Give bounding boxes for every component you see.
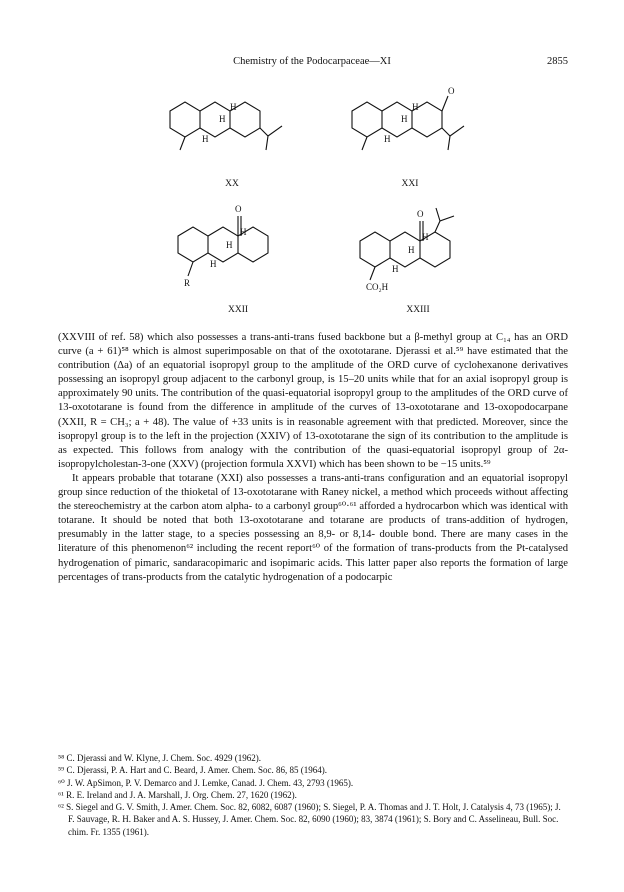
structure-xxii (178, 204, 268, 315)
xxiii-h-1: H (392, 264, 399, 274)
running-title: Chemistry of the Podocarpaceae—XI (233, 56, 391, 67)
xxiii-h-2: H (408, 245, 415, 255)
xxii-h-2: H (226, 240, 233, 250)
xx-h-2: H (219, 114, 226, 124)
paragraph-1: (XXVIII of ref. 58) which also possesses a trans-anti-trans fused backbone but a β-methyl group at C₁₄ has an ORD curve (a + 61)⁵⁸ which is almost superimposable on that of the oxototarane. Djerassi et al.⁵⁹ have estimated that the contribution (Δa) of an equatorial isopropyl group to the amplitude of the ORD curve of cyclohexanone derivatives possessing an isopropyl group adjacent to the carbonyl group, is 15–20 units while that for an axial isopropyl group is approximately 90 units. The contribution of the quasi-equatorial isopropyl group to the amplitudes of the ORD curve of 13-oxototarane is found from the difference in amplitude of the curves of 13-oxototarane and 13-oxopodocarpane (XXII, R = CH₃; a + 48). The value of +33 units is in reasonable agreement with that predicted. Moreover, since the isopropyl group is to the left in the projection (XXIV) of 13-oxototarane the sign of its contribution to the amplitude is as expected. This follows from analogy with the contribution of the quasi-equatorial isopropyl group of 2α-isopropylcholestan-3-one (XXV) (projection formula XXVI) which has been shown to be −15 units.⁵⁹ (58, 332, 568, 470)
structure-figures (0, 76, 624, 331)
xxii-o: O (235, 204, 242, 214)
xxi-h-1: H (384, 134, 391, 144)
page-number: 2855 (547, 56, 568, 67)
body-text (58, 331, 568, 585)
xxiii-label: XXIII (406, 305, 430, 315)
reference-58: ⁵⁸ C. Djerassi and W. Klyne, J. Chem. Soc. 4929 (1962). (58, 753, 262, 763)
page-header (0, 56, 624, 72)
reference-61: ⁶¹ R. E. Ireland and J. A. Marshall, J. Org. Chem. 27, 1620 (1962). (58, 789, 297, 800)
xxii-label: XXII (227, 305, 249, 315)
xxiii-co2h: CO₂H (366, 282, 389, 292)
reference-60: ⁶⁰ J. W. ApSimon, P. V. Demarco and J. Lemke, Canad. J. Chem. 43, 2793 (1965). (58, 777, 354, 788)
paragraph-2: It appears probable that totarane (XXI) also possesses a trans-anti-trans configuration and an equatorial isopropyl group since reduction of the thioketal of 13-oxototarane with Raney nickel, a method which proceeds without affecting the stereochemistry at the carbon atom alpha- to a carbonyl group⁶⁰·⁶¹ afforded a hydrocarbon which was identical with totarane. It should be noted that both 13-oxototarane and totarane are products of trans-addition of hydrogen, presumably in the latter stage, to a species possessing an 8,9- or 8,14- double bond. There are many cases in the literature of this phenomenon⁶² including the recent report⁶⁰ of the formation of trans-products from the Pt-catalysed hydrogenation of pimaric, sandaracopimaric and isopimaric acids. This latter paper also reports the formation of large percentages of trans-products from the catalytic hydrogenation of a podocarpic (58, 472, 568, 583)
xxii-h-3: H (240, 227, 247, 237)
xxi-label: XXI (401, 179, 419, 189)
reference-62: ⁶² S. Siegel and G. V. Smith, J. Amer. Chem. Soc. 82, 6082, 6087 (1960); S. Siegel, P. A. Thomas and J. T. Holt, J. Catalysis 4, 73 (1965); J. F. Sauvage, R. H. Baker and A. S. Hussey, J. Amer. Chem. Soc. 82, 6090 (1960); 83, 3874 (1961); S. Bory and C. Asselineau, Bull. Soc. chim. Fr. 1355 (1961). (58, 802, 561, 837)
structures-svg (0, 76, 624, 331)
xx-h-1: H (202, 134, 209, 144)
reference-59: ⁵⁹ C. Djerassi, P. A. Hart and C. Beard, J. Amer. Chem. Soc. 86, 85 (1964). (58, 765, 328, 776)
structure-xx (170, 102, 282, 189)
xxi-h-2: H (401, 114, 408, 124)
structure-xxi (352, 86, 464, 189)
xx-label: XX (225, 179, 239, 189)
xx-h-3: H (230, 102, 237, 112)
xxi-h-3: H (412, 102, 419, 112)
structure-xxiii (360, 208, 454, 315)
xxii-h-1: H (210, 259, 217, 269)
xxiii-h-3: H (422, 232, 429, 242)
xxiii-o: O (417, 209, 424, 219)
footnote-references (58, 752, 568, 838)
xxii-r: R (184, 278, 191, 288)
xxi-o: O (448, 86, 455, 96)
